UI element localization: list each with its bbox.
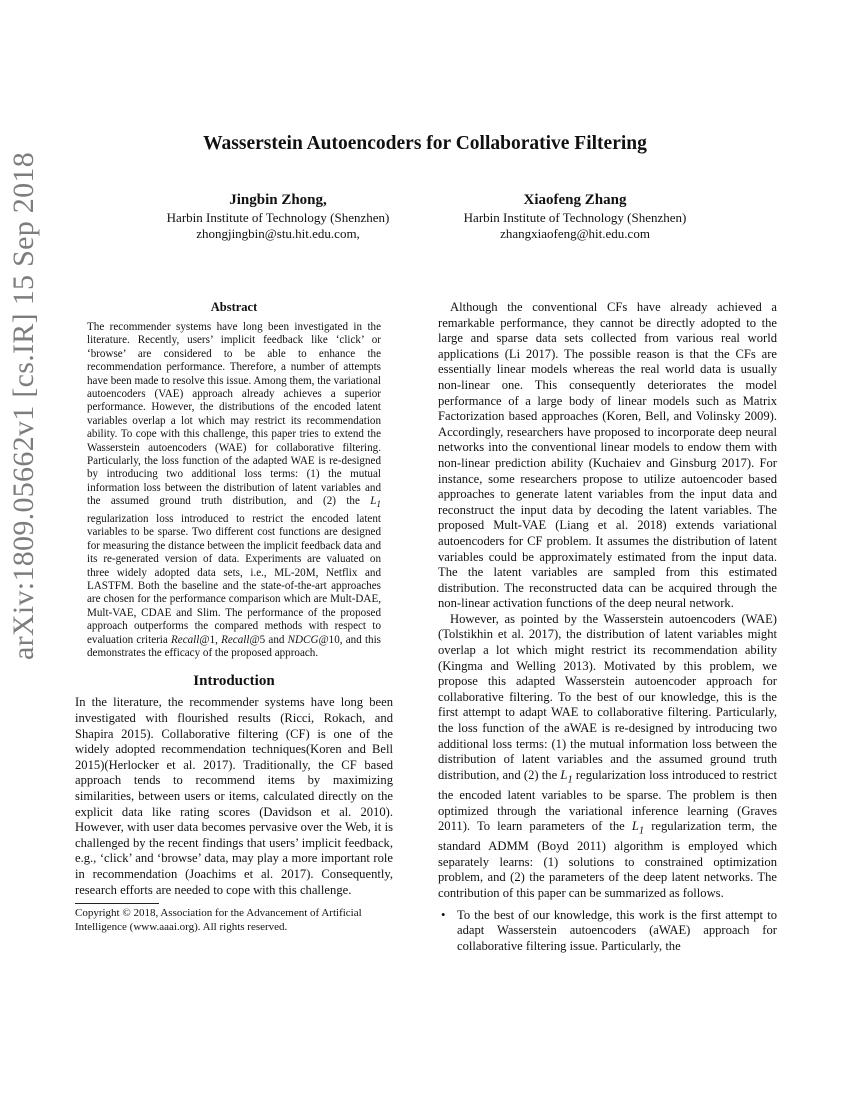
math-subscript: 1 bbox=[567, 774, 573, 786]
footnote-divider bbox=[75, 903, 159, 904]
body-text-part: regularization term, the standard ADMM (Boyd 2011) algorithm is employed which separately learns: (1) solutions to constrained optimization problem, and (2) the parameters of the deep latent networks. The contribution of this paper can be summarized as follows. bbox=[438, 819, 777, 900]
body-paragraph bbox=[438, 612, 777, 902]
math-l: L bbox=[560, 767, 568, 782]
metric-recall: Recall bbox=[171, 633, 200, 646]
metric-ndcg: NDCG bbox=[287, 633, 319, 646]
author-block-2 bbox=[425, 190, 725, 242]
abstract-heading: Abstract bbox=[210, 300, 258, 314]
math-l: L bbox=[631, 819, 639, 834]
abstract-text-part: regularization loss introduced to restrict the encoded latent variables to be sparse. Two different cost functions are designed for measuring the distance between the implicit feedback data and its re-generated version of data. Experiments are valuated on three widely adopted data sets, i.e., ML-20M, Netflix and LASTFM. Both the baseline and the state-of-the-art approaches are chosen for the performance comparison which are Mult-DAE, Mult-VAE, CDAE and Slim. The performance of the proposed approach outperforms the compared methods with respect to evaluation criteria bbox=[87, 512, 381, 646]
author-block-1 bbox=[128, 190, 428, 242]
abstract-text-part: The recommender systems have long been investigated in the literature. Recently, users’ implicit feedback like ‘click’ or ‘browse’ are considered to be able to enhance the recommendation performance. Therefore, a number of attempts have been made to resolve this issue. Among them, the variational autoencoders (VAE) approach already achieves a superior performance. However, the distributions of the encoded latent variables overlap a lot which may restrict its recommendation ability. To cope with this challenge, this paper tries to extend the Wasserstein autoencoders (WAE) for collaborative filtering. Particularly, the loss function of the adapted WAE is re-designed by introducing two additional loss terms: (1) the mutual information loss between the distribution of latent variables and the assumed ground truth distribution, and (2) the bbox=[87, 321, 381, 508]
body-paragraph: Although the conventional CFs have already achieved a remarkable performance, they cannot be directly adopted to the large and sparse data sets collected from various real world applications (Li 2017). The possible reason is that the CFs are essentially linear models whereas the real world data is usually non-linear one. This consequently deteriorates the model performance of a large body of linear models such as Matrix Factorization based approaches (Koren, Bell, and Volinsky 2009). Accordingly, researchers have proposed to incorporate deep neural networks into the conventional linear models to endow them with non-linear prediction ability (Kuchaiev and Ginsburg 2017). For instance, some researchers propose to utilize autoencoder based approaches to generate latent variables from the input data and reconstruct the input data by decoding the latent variables. The proposed Mult-VAE (Liang et al. 2018) extends variational autoencoders for CF problem. It assumes the distribution of latent variables could be approximately estimated from the input data. The the latent variables are sampled from this estimated distribution. The reconstructed data can be acquired through the non-linear activation functions of the deep neural network. bbox=[438, 300, 777, 611]
left-column bbox=[75, 300, 393, 934]
metric-suffix: @1, bbox=[199, 633, 222, 646]
math-subscript: 1 bbox=[638, 825, 645, 837]
metric-suffix: @5 and bbox=[249, 633, 288, 646]
abstract-text bbox=[87, 321, 381, 660]
math-symbol-l1 bbox=[560, 767, 573, 786]
contribution-list bbox=[438, 908, 777, 955]
abstract-text-part: , and this demonstrates the efficacy of the proposed approach. bbox=[87, 633, 382, 659]
right-column bbox=[438, 300, 777, 954]
author-affiliation: Harbin Institute of Technology (Shenzhen) bbox=[166, 210, 390, 225]
introduction-paragraph: In the literature, the recommender systems have long been investigated with flourished results (Ricci, Rokach, and Shapira 2015). Collaborative filtering (CF) is one of the widely adopted recommendation techniques(Koren and Bell 2015)(Herlocker et al. 2017). Traditionally, the CF based approach tends to recommend items by maximizing similarities, between users or items, calculated directly on the explicit data like rating scores (Davidson et al. 2010). However, with user data becomes pervasive over the Web, it is challenged by the recent findings that users’ implicit feedback, e.g., ‘click’ and ‘browse’ data, may play a more important role in recommendation (Joachims et al. 2017). Consequently, research efforts are needed to cope with this challenge. bbox=[75, 695, 393, 897]
metric-suffix: @10 bbox=[318, 633, 340, 646]
math-symbol-l1 bbox=[370, 495, 381, 511]
author-name: Jingbin Zhong, bbox=[229, 192, 327, 208]
bullet-marker: • bbox=[441, 907, 446, 922]
author-email: zhongjingbin@stu.hit.edu.com, bbox=[196, 226, 360, 241]
paper-title: Wasserstein Autoencoders for Collaborative Filtering bbox=[203, 133, 647, 154]
math-subscript: 1 bbox=[376, 500, 381, 511]
metric-recall: Recall bbox=[221, 633, 250, 646]
math-l: L bbox=[370, 495, 377, 508]
introduction-heading: Introduction bbox=[193, 673, 275, 690]
author-affiliation: Harbin Institute of Technology (Shenzhen) bbox=[463, 210, 687, 225]
author-name: Xiaofeng Zhang bbox=[523, 192, 627, 208]
copyright-footnote: Copyright © 2018, Association for the Advancement of Artificial Intelligence (www.aaai.org). All rights reserved. bbox=[75, 907, 362, 933]
math-symbol-l1 bbox=[631, 819, 645, 837]
body-text-part: However, as pointed by the Wasserstein autoencoders (WAE) (Tolstikhin et al. 2017), the distribution of latent variables might overlap a lot which might restrict its recommendation ability (Kingma and Welling 2013). Motivated by this problem, we propose this adapted Wasserstein autoencoder approach for collaborative filtering. To the best of our knowledge, this is the first attempt to adapt WAE to collaborative filtering. Particularly, the loss function of the aWAE is re-designed by introducing two additional loss terms: (1) the mutual information loss between the distribution of latent variables and the assumed ground truth distribution, and (2) the bbox=[438, 611, 777, 782]
arxiv-identifier-stamp: arXiv:1809.05662v1 [cs.IR] 15 Sep 2018 bbox=[7, 151, 40, 660]
list-item bbox=[438, 908, 777, 955]
author-email: zhangxiaofeng@hit.edu.com bbox=[500, 226, 650, 241]
list-item-text: To the best of our knowledge, this work is the first attempt to adapt Wasserstein autoencoders (aWAE) approach for collaborative filtering issue. Particularly, the bbox=[457, 907, 777, 953]
body-text-part: regularization loss introduced to restrict the encoded latent variables to be sparse. The problem is then optimized through the variational inference learning (Graves 2011). To learn parameters of the bbox=[438, 767, 777, 834]
